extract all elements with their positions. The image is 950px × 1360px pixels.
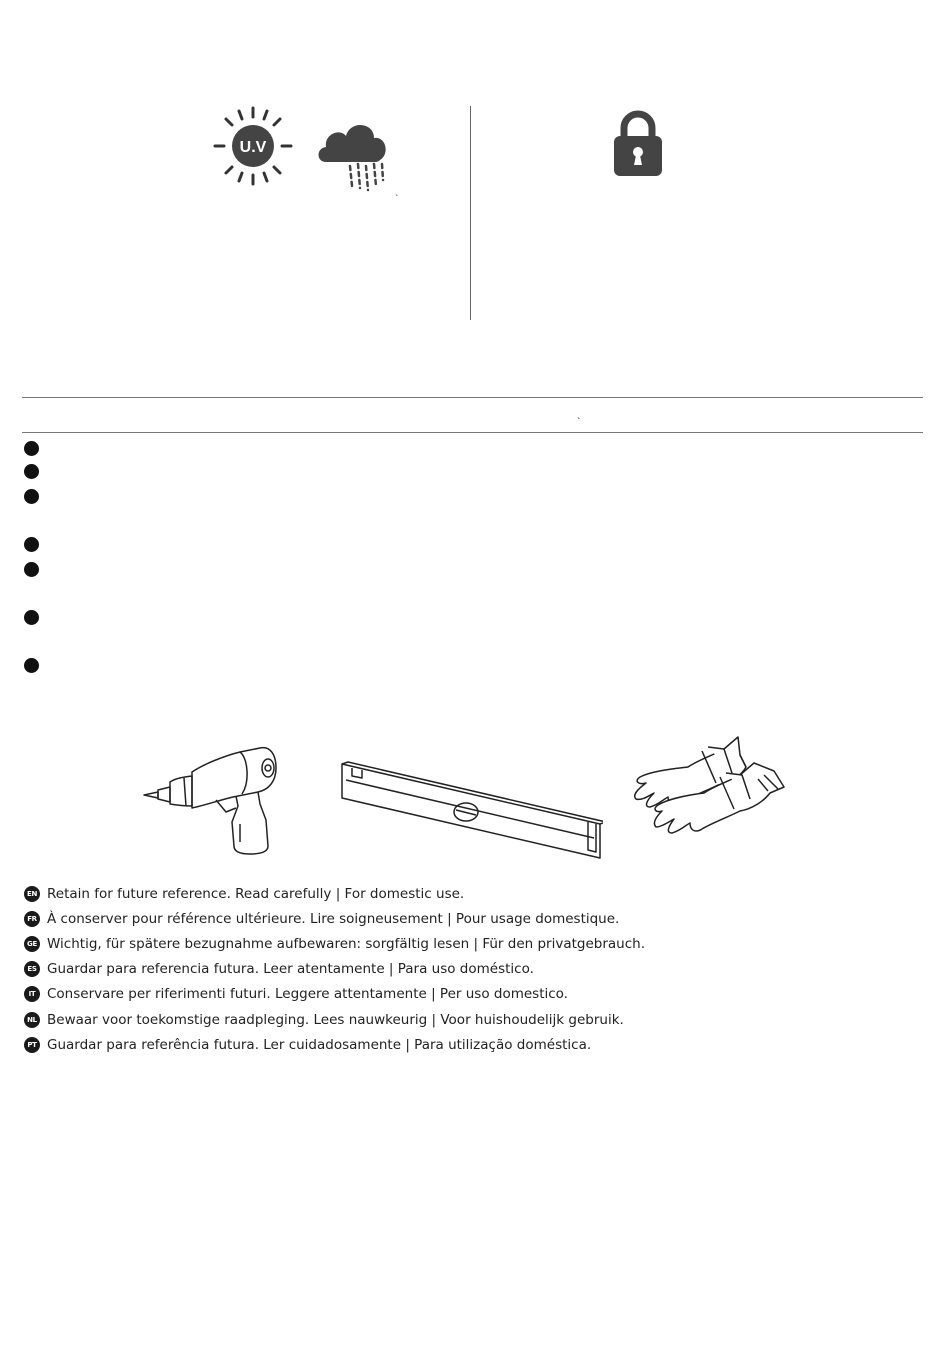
section-rule-bottom [22,432,923,433]
section-mark: ` [577,417,581,428]
language-text: Conservare per riferimenti futuri. Leggere attentamente | Per uso domestico. [47,986,568,1002]
language-badge: NL [24,1012,40,1028]
gloves-icon [628,733,790,845]
drill-icon [140,742,285,857]
language-line-pt [24,1036,591,1054]
language-line-fr [24,910,619,928]
list-bullet [24,441,39,456]
list-bullet [24,489,39,504]
sun-uv-icon [212,105,294,187]
language-line-en [24,885,464,903]
list-bullet [24,610,39,625]
language-text: Retain for future reference. Read carefully | For domestic use. [47,886,465,902]
vertical-divider [470,106,471,320]
stray-mark: ` [395,194,399,205]
language-badge: IT [24,986,40,1002]
language-badge: FR [24,911,40,927]
language-line-ge [24,935,645,953]
language-badge: ES [24,961,40,977]
list-bullet [24,562,39,577]
rain-cloud-icon [314,114,390,194]
list-bullet [24,658,39,673]
section-rule-top [22,397,923,398]
uv-label: U.V [239,139,267,156]
spirit-level-icon [338,760,603,860]
list-bullet [24,464,39,479]
language-text: Guardar para referencia futura. Leer atentamente | Para uso doméstico. [47,961,534,977]
language-text: Guardar para referência futura. Ler cuidadosamente | Para utilização doméstica. [47,1037,592,1053]
padlock-icon [612,110,664,178]
language-text: À conserver pour référence ultérieure. Lire soigneusement | Pour usage domestique. [47,911,620,927]
language-badge: PT [24,1037,40,1053]
list-bullet [24,537,39,552]
language-line-nl [24,1011,624,1029]
language-text: Bewaar voor toekomstige raadpleging. Lees nauwkeurig | Voor huishoudelijk gebruik. [47,1012,624,1028]
language-badge: EN [24,886,40,902]
language-text: Wichtig, für spätere bezugnahme aufbewaren: sorgfältig lesen | Für den privatgebrauch. [47,936,646,952]
language-line-it [24,985,568,1003]
language-line-es [24,960,534,978]
language-badge: GE [24,936,40,952]
